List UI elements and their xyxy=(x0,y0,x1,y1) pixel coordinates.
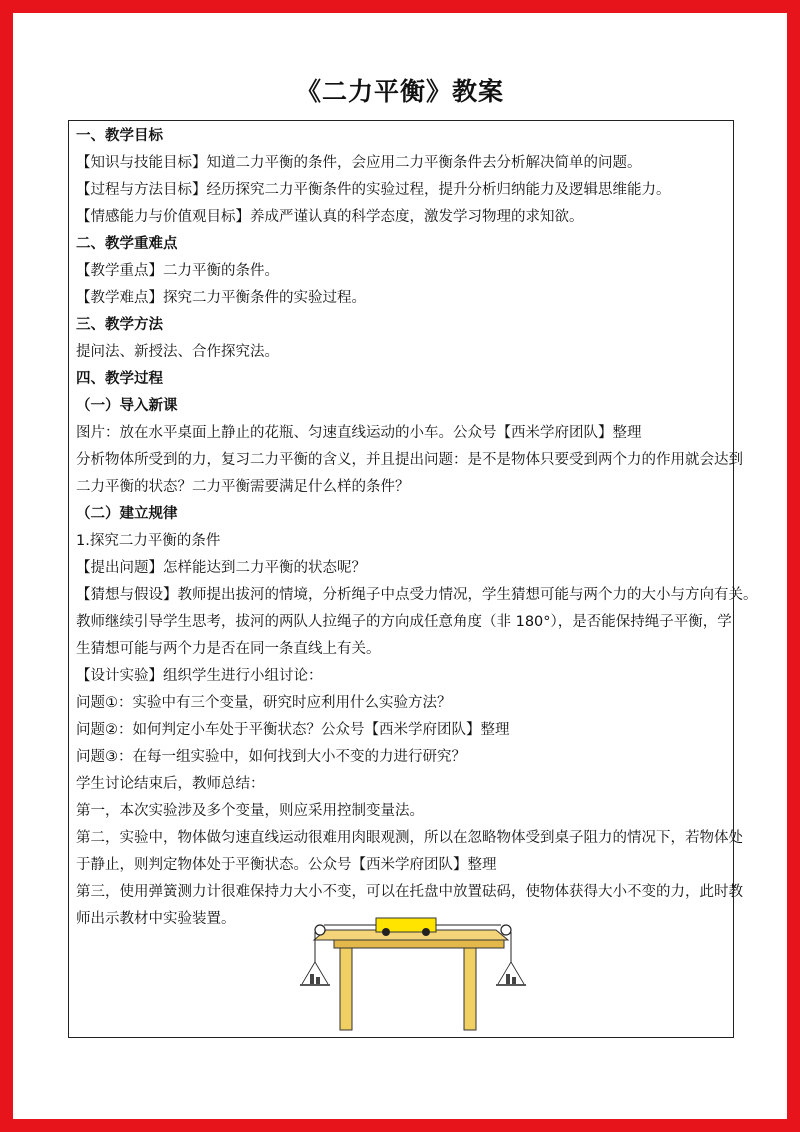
text-line: 分析物体所受到的力，复习二力平衡的含义，并且提出问题：是不是物体只要受到两个力的作用就会达到 xyxy=(76,452,743,468)
text-line: 第三，使用弹簧测力计很难保持力大小不变，可以在托盘中放置砝码，使物体获得大小不变的力，此时教 xyxy=(76,884,743,900)
table-leg xyxy=(340,948,352,1030)
text-line: 师出示教材中实验装置。 xyxy=(76,911,236,927)
text-line: 学生讨论结束后，教师总结： xyxy=(76,776,265,792)
text-line: 图片：放在水平桌面上静止的花瓶、匀速直线运动的小车。公众号【西米学府团队】整理 xyxy=(76,425,642,441)
table-leg xyxy=(464,948,476,1030)
pulley xyxy=(315,925,325,935)
weight xyxy=(316,977,320,984)
text-line: 问题②：如何判定小车处于平衡状态？公众号【西米学府团队】整理 xyxy=(76,722,510,738)
text-line: 于静止，则判定物体处于平衡状态。公众号【西米学府团队】整理 xyxy=(76,857,497,873)
text-line: 二力平衡的状态？二力平衡需要满足什么样的条件？ xyxy=(76,479,410,495)
text-line: 【提出问题】怎样能达到二力平衡的状态呢？ xyxy=(76,560,366,576)
text-line: 【情感能力与价值观目标】养成严谨认真的科学态度，激发学习物理的求知欲。 xyxy=(76,209,584,225)
text-line: 第一，本次实验涉及多个变量，则应采用控制变量法。 xyxy=(76,803,424,819)
section-heading: 一、教学目标 xyxy=(76,128,163,144)
text-line: 问题①：实验中有三个变量，研究时应利用什么实验方法？ xyxy=(76,695,452,711)
cart-wheel xyxy=(422,928,430,936)
text-line: 问题③：在每一组实验中，如何找到大小不变的力进行研究？ xyxy=(76,749,466,765)
text-line: 【设计实验】组织学生进行小组讨论： xyxy=(76,668,323,684)
weight xyxy=(310,974,314,984)
section-heading: 四、教学过程 xyxy=(76,371,163,387)
text-line: 生猜想可能与两个力是否在同一条直线上有关。 xyxy=(76,641,381,657)
table-apron xyxy=(334,940,504,948)
subsection-heading: （二）建立规律 xyxy=(76,506,178,522)
text-line: 教师继续引导学生思考，拔河的两队人拉绳子的方向成任意角度（非 180°），是否能保持绳子平衡，学 xyxy=(76,614,732,630)
text-line: 提问法、新授法、合作探究法。 xyxy=(76,344,279,360)
text-line: 【过程与方法目标】经历探究二力平衡条件的实验过程，提升分析归纳能力及逻辑思维能力。 xyxy=(76,182,671,198)
text-line: 【教学难点】探究二力平衡条件的实验过程。 xyxy=(76,290,366,306)
text-line: 【猜想与假设】教师提出拔河的情境，分析绳子中点受力情况，学生猜想可能与两个力的大小与方向有关。 xyxy=(76,587,758,603)
text-line: 【教学重点】二力平衡的条件。 xyxy=(76,263,279,279)
text-line: 第二，实验中，物体做匀速直线运动很难用肉眼观测，所以在忽略物体受到桌子阻力的情况下，若物体处 xyxy=(76,830,743,846)
section-heading: 三、教学方法 xyxy=(76,317,163,333)
text-line: 【知识与技能目标】知道二力平衡的条件，会应用二力平衡条件去分析解决简单的问题。 xyxy=(76,155,642,171)
subsection-heading: （一）导入新课 xyxy=(76,398,178,414)
page-title: 《二力平衡》教案 xyxy=(295,77,504,106)
section-heading: 二、教学重难点 xyxy=(76,236,178,252)
cart-wheel xyxy=(382,928,390,936)
pulley xyxy=(501,925,511,935)
text-line: 1.探究二力平衡的条件 xyxy=(76,533,221,549)
weight xyxy=(512,977,516,984)
weight xyxy=(506,974,510,984)
experiment-apparatus-figure xyxy=(296,910,532,1034)
